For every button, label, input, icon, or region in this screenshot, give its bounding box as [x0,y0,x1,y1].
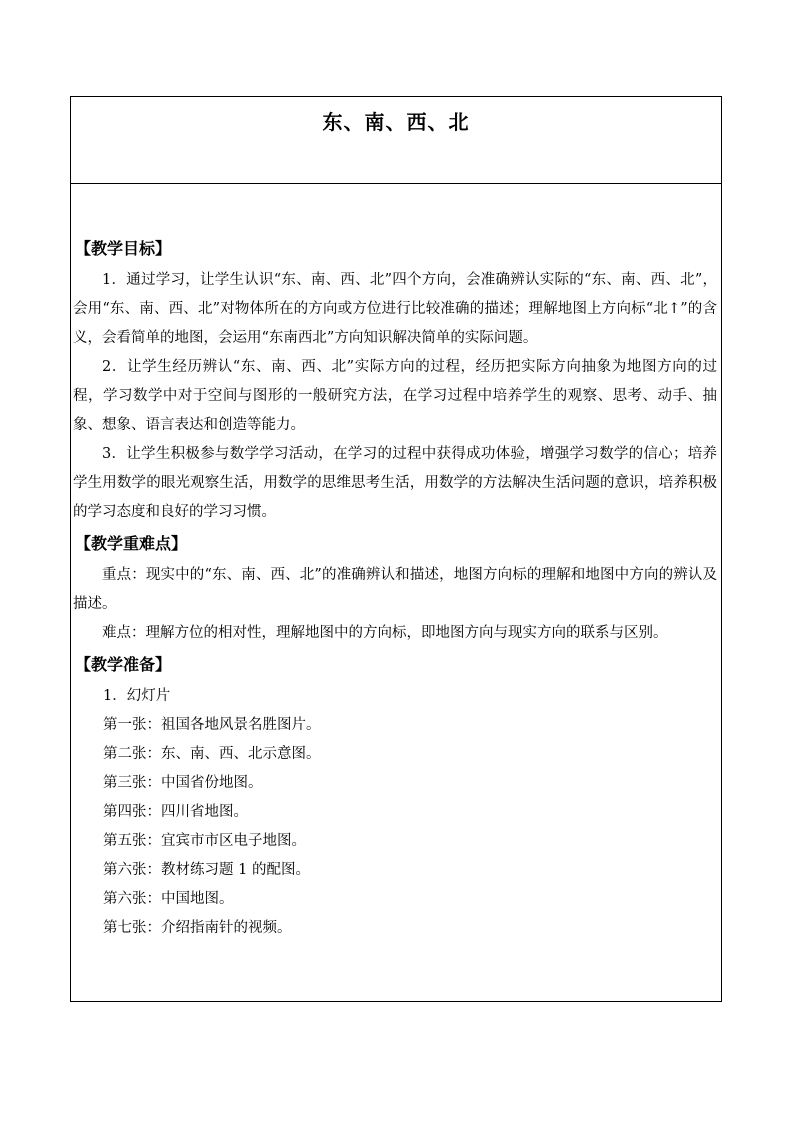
content-cell [71,184,721,1001]
title-cell [71,97,721,184]
section-heading-key-points: 【教学重难点】 [75,534,188,553]
preparation-line: 第七张：介绍指南针的视频。 [103,920,292,936]
document-table [70,96,722,1002]
preparation-line: 第二张：东、南、西、北示意图。 [103,746,321,762]
key-point-paragraph: 重点：现实中的“东、南、西、北”的准确辨认和描述，地图方向标的理解和地图中方向的辨认及描述。 [73,567,717,612]
section-heading-objectives: 【教学目标】 [75,239,172,258]
preparation-line: 第三张：中国省份地图。 [103,775,263,791]
objective-paragraph-3: 3．让学生积极参与数学学习活动，在学习的过程中获得成功体验，增强学习数学的信心；培养学生用数学的眼光观察生活，用数学的思维思考生活，用数学的方法解决生活问题的意识，培养积极的学习态度和良好的学习习惯。 [73,446,717,520]
preparation-line: 第五张：宜宾市市区电子地图。 [103,833,306,849]
document-title: 东、南、西、北 [322,110,470,134]
preparation-line: 第四张：四川省地图。 [103,804,248,820]
preparation-line: 第六张：中国地图。 [103,891,234,907]
difficulty-paragraph: 难点：理解方位的相对性，理解地图中的方向标，即地图方向与现实方向的联系与区别。 [102,625,668,641]
objective-paragraph-1: 1．通过学习，让学生认识“东、南、西、北”四个方向，会准确辨认实际的“东、南、西、北”，会用“东、南、西、北”对物体所在的方向或方位进行比较准确的描述；理解地图上方向标“北↑”的含义，会看简单的地图，会运用“东南西北”方向知识解决简单的实际问题。 [73,272,717,346]
preparation-line: 1．幻灯片 [103,688,171,704]
preparation-line: 第六张：教材练习题 1 的配图。 [103,862,310,878]
preparation-line: 第一张：祖国各地风景名胜图片。 [103,717,321,733]
objective-paragraph-2: 2．让学生经历辨认“东、南、西、北”实际方向的过程，经历把实际方向抽象为地图方向的过程，学习数学中对于空间与图形的一般研究方法，在学习过程中培养学生的观察、思考、动手、抽象、想象、语言表达和创造等能力。 [73,359,717,433]
section-heading-preparation: 【教学准备】 [75,655,172,674]
